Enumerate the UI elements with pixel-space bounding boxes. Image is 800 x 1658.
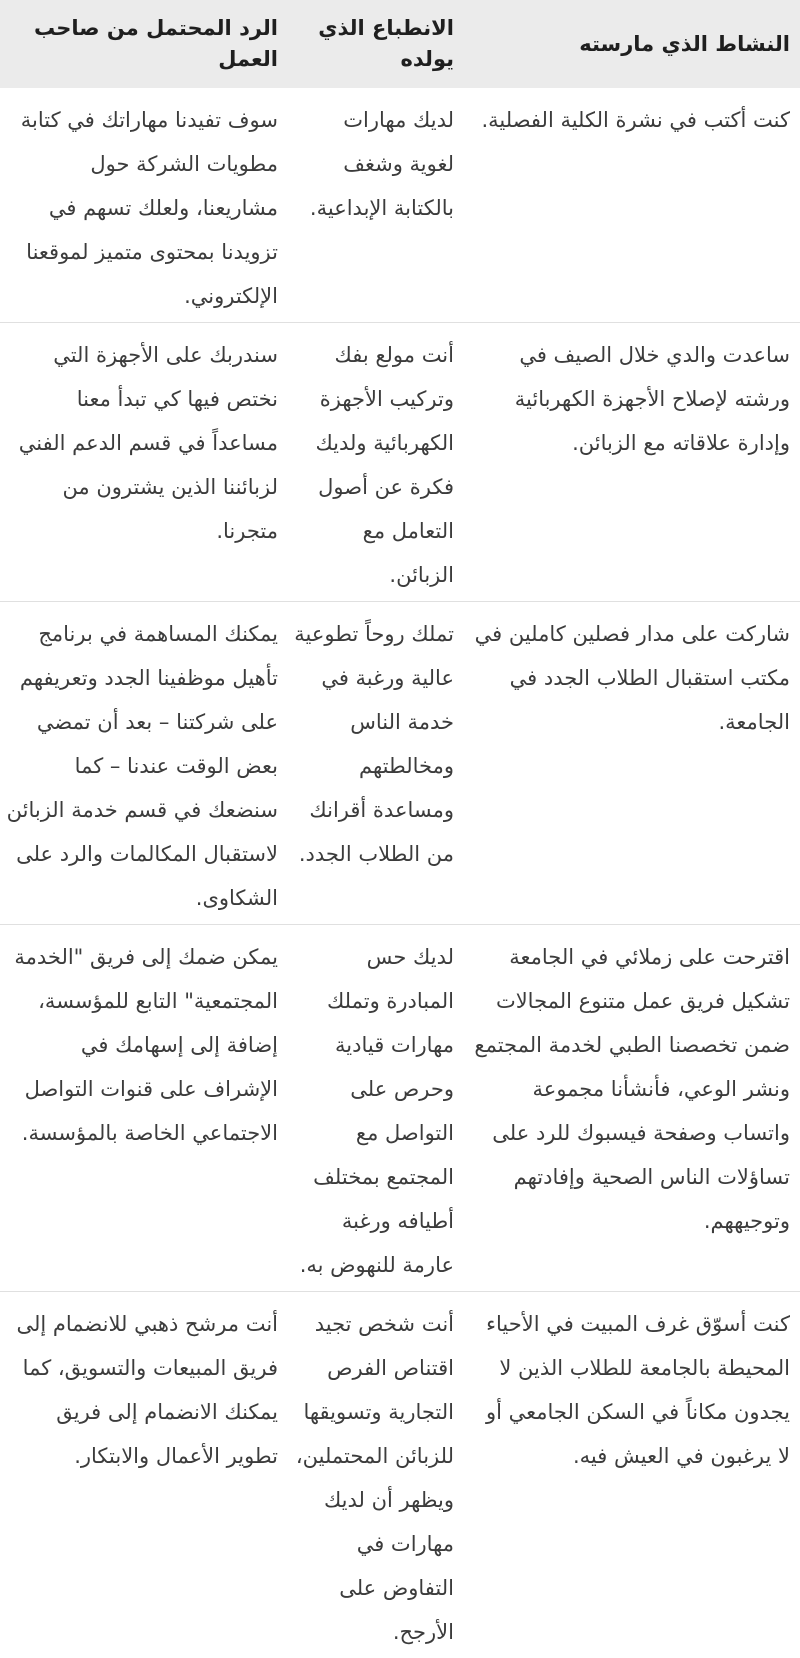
column-header-activity: النشاط الذي مارسته — [464, 0, 800, 88]
table-row — [0, 925, 800, 1292]
cell-activity: كنت أسوّق غرف المبيت في الأحياء المحيطة بالجامعة للطلاب الذين لا يجدون مكاناً في السكن الجامعي أو لا يرغبون في العيش فيه. — [464, 1292, 800, 1658]
cell-response: أنت مرشح ذهبي للانضمام إلى فريق المبيعات والتسويق، كما يمكنك الانضمام إلى فريق تطوير الأعمال والابتكار. — [0, 1292, 288, 1658]
cell-impression: لديك مهارات لغوية وشغف بالكتابة الإبداعية. — [288, 88, 464, 323]
cell-response: يمكن ضمك إلى فريق "الخدمة المجتمعية" التابع للمؤسسة، إضافة إلى إسهامك في الإشراف على قنوات التواصل الاجتماعي الخاصة بالمؤسسة. — [0, 925, 288, 1292]
cell-activity: ساعدت والدي خلال الصيف في ورشته لإصلاح الأجهزة الكهربائية وإدارة علاقاته مع الزبائن. — [464, 323, 800, 602]
column-header-response: الرد المحتمل من صاحب العمل — [0, 0, 288, 88]
header-row — [0, 0, 800, 88]
table-row — [0, 1292, 800, 1658]
column-header-impression: الانطباع الذي يولده — [288, 0, 464, 88]
table-body — [0, 88, 800, 1658]
table-row — [0, 323, 800, 602]
cell-activity: اقترحت على زملائي في الجامعة تشكيل فريق عمل متنوع المجالات ضمن تخصصنا الطبي لخدمة المجتمع ونشر الوعي، فأنشأنا مجموعة واتساب وصفحة فيسبوك للرد على تساؤلات الناس الصحية وإفادتهم وتوجيههم. — [464, 925, 800, 1292]
cell-impression: أنت شخص تجيد اقتناص الفرص التجارية وتسويقها للزبائن المحتملين، ويظهر أن لديك مهارات في التفاوض على الأرجح. — [288, 1292, 464, 1658]
table-header — [0, 0, 800, 88]
cell-response: يمكنك المساهمة في برنامج تأهيل موظفينا الجدد وتعريفهم على شركتنا – بعد أن تمضي بعض الوقت عندنا – كما سنضعك في قسم خدمة الزبائن لاستقبال المكالمات والرد على الشكاوى. — [0, 602, 288, 925]
cell-impression: لديك حس المبادرة وتملك مهارات قيادية وحرص على التواصل مع المجتمع بمختلف أطيافه ورغبة عارمة للنهوض به. — [288, 925, 464, 1292]
cell-response: سوف تفيدنا مهاراتك في كتابة مطويات الشركة حول مشاريعنا، ولعلك تسهم في تزويدنا بمحتوى متميز لموقعنا الإلكتروني. — [0, 88, 288, 323]
cell-impression: تملك روحاً تطوعية عالية ورغبة في خدمة الناس ومخالطتهم ومساعدة أقرانك من الطلاب الجدد. — [288, 602, 464, 925]
table-row — [0, 602, 800, 925]
table-row — [0, 88, 800, 323]
cell-response: سندربك على الأجهزة التي نختص فيها كي تبدأ معنا مساعداً في قسم الدعم الفني لزبائننا الذين يشترون من متجرنا. — [0, 323, 288, 602]
cell-activity: كنت أكتب في نشرة الكلية الفصلية. — [464, 88, 800, 323]
cell-impression: أنت مولع بفك وتركيب الأجهزة الكهربائية ولديك فكرة عن أصول التعامل مع الزبائن. — [288, 323, 464, 602]
cell-activity: شاركت على مدار فصلين كاملين في مكتب استقبال الطلاب الجدد في الجامعة. — [464, 602, 800, 925]
